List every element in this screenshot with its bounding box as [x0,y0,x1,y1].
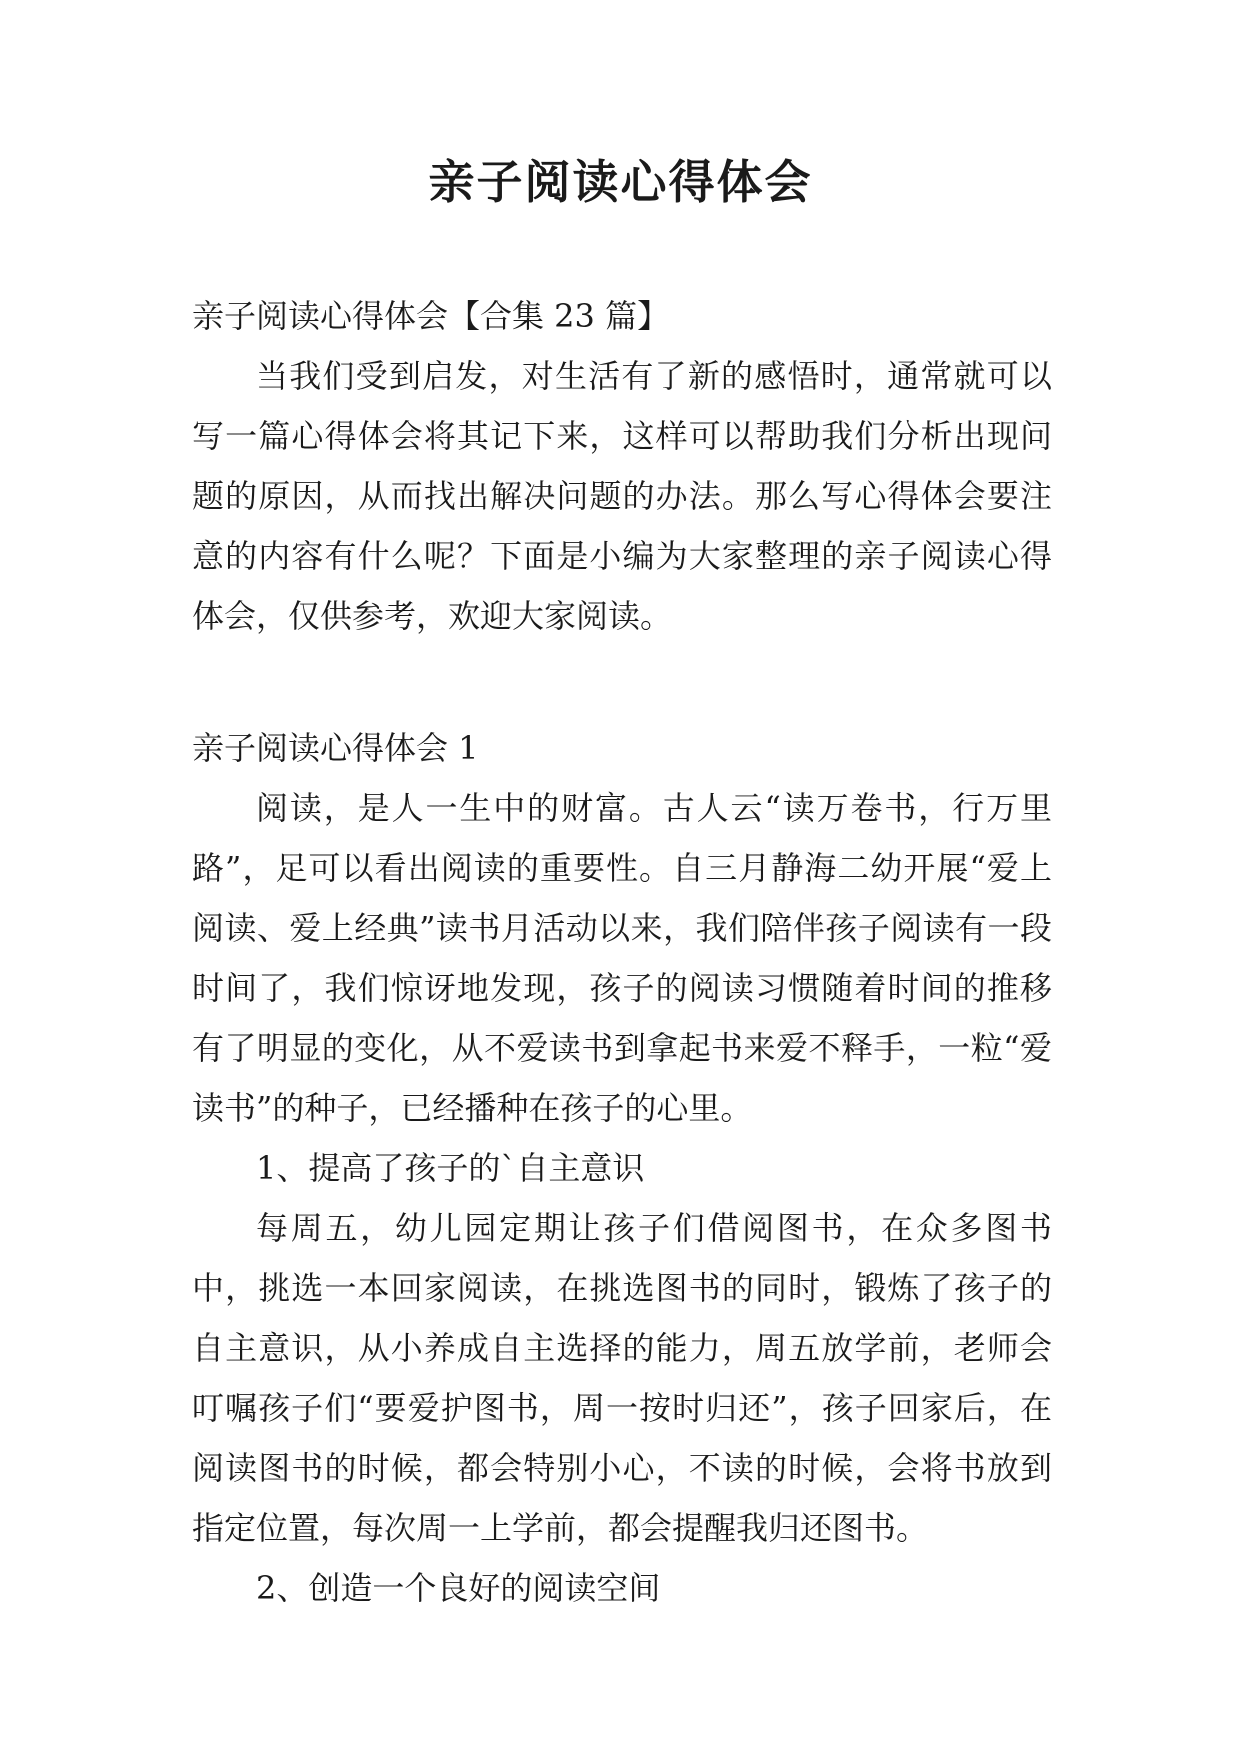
intro-paragraph: 当我们受到启发，对生活有了新的感悟时，通常就可以写一篇心得体会将其记下来，这样可以帮助我们分析出现问题的原因，从而找出解决问题的办法。那么写心得体会要注意的内容有什么呢？下面是小编为大家整理的亲子阅读心得体会，仅供参考，欢迎大家阅读。 [192,357,1052,635]
body-paragraph: 每周五，幼儿园定期让孩子们借阅图书，在众多图书中，挑选一本回家阅读，在挑选图书的同时，锻炼了孩子的自主意识，从小养成自主选择的能力，周五放学前，老师会叮嘱孩子们“要爱护图书，周一按时归还”，孩子回家后，在阅读图书的时候，都会特别小心，不读的时候，会将书放到指定位置，每次周一上学前，都会提醒我归还图书。 [192,1209,1052,1547]
point-heading: 1、提高了孩子的`自主意识 [256,1149,645,1187]
section-heading: 亲子阅读心得体会 1 [192,729,479,767]
section-spacer [192,646,1052,718]
body-paragraph: 阅读，是人一生中的财富。古人云“读万卷书，行万里路”，足可以看出阅读的重要性。自三月静海二幼开展“爱上阅读、爱上经典”读书月活动以来，我们陪伴孩子阅读有一段时间了，我们惊讶地发现，孩子的阅读习惯随着时间的推移有了明显的变化，从不爱读书到拿起书来爱不释手，一粒“爱读书”的种子，已经播种在孩子的心里。 [192,789,1052,1127]
collection-heading: 亲子阅读心得体会【合集 23 篇】 [192,297,670,335]
document-title: 亲子阅读心得体会 [428,155,813,209]
point-heading: 2、创造一个良好的阅读空间 [256,1569,661,1607]
document-body [192,286,1052,1618]
